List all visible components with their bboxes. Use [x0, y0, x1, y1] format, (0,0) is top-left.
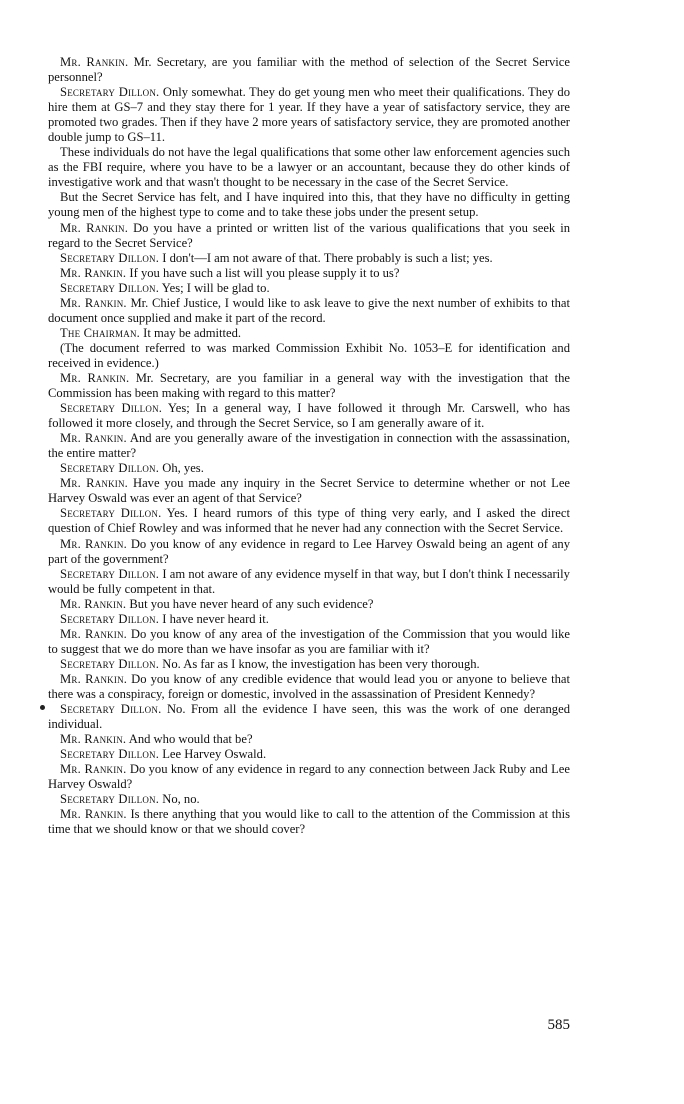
speaker-name: Mr. Rankin. — [60, 732, 127, 747]
speaker-name: Mr. Rankin. — [60, 370, 130, 385]
testimony-paragraph — [48, 732, 570, 747]
speaker-name: Secretary Dillon. — [60, 747, 160, 762]
paragraph-text: Mr. Secretary, are you familiar in a general way with the investigation that the Commission has been making with regard to this matter? — [48, 370, 570, 401]
paragraph-text: Oh, yes. — [162, 461, 204, 476]
paragraph-text: I am not aware of any evidence myself in that way, but I don't think I necessarily would be fully competent in that. — [48, 566, 570, 596]
paragraph-text: I don't—I am not aware of that. There probably is such a list; yes. — [162, 250, 493, 265]
speaker-name: Secretary Dillon. — [60, 85, 160, 100]
testimony-paragraph — [48, 190, 570, 220]
testimony-paragraph — [48, 567, 570, 597]
page-number: 585 — [547, 1017, 570, 1033]
testimony-paragraph — [48, 612, 570, 627]
speaker-name: Mr. Rankin. — [60, 536, 127, 551]
testimony-paragraph — [48, 296, 570, 326]
speaker-name: Mr. Rankin. — [60, 671, 128, 686]
paragraph-text: Mr. Secretary, are you familiar with the method of selection of the Secret Service personnel? — [48, 55, 570, 85]
paragraph-text: Do you know of any credible evidence that would lead you or anyone to believe that there was a conspiracy, foreign or domestic, involved in the assassination of President Kennedy? — [48, 671, 570, 701]
testimony-paragraph — [48, 221, 570, 251]
paragraph-text: (The document referred to was marked Commission Exhibit No. 1053–E for identification and received in evidence.) — [48, 340, 570, 370]
testimony-paragraph — [48, 537, 570, 567]
paragraph-text: Do you have a printed or written list of the various qualifications that you seek in regard to the Secret Service? — [48, 220, 570, 250]
speaker-name: Secretary Dillon. — [60, 461, 160, 476]
speaker-name: Mr. Rankin. — [60, 626, 127, 641]
paragraph-text: Is there anything that you would like to call to the attention of the Commission at this time that we should know or that we should cover? — [48, 807, 570, 837]
speaker-name: Mr. Rankin. — [60, 762, 127, 777]
testimony-paragraph — [48, 807, 570, 837]
paragraph-text: But the Secret Service has felt, and I have inquired into this, that they have no difficulty in getting young men of the highest type to come and to take these jobs under the present setup. — [48, 190, 570, 220]
testimony-paragraph — [48, 461, 570, 476]
paragraph-text: Yes; I will be glad to. — [161, 280, 270, 295]
testimony-paragraph — [48, 506, 570, 536]
testimony-paragraph — [48, 597, 570, 612]
testimony-paragraph — [48, 326, 570, 341]
speaker-name: Mr. Rankin. — [60, 431, 127, 446]
paragraph-text: No. From all the evidence I have seen, this was the work of one deranged individual. — [48, 702, 570, 732]
speaker-name: Mr. Rankin. — [60, 220, 129, 235]
testimony-paragraph — [48, 702, 570, 732]
speaker-name: Secretary Dillon. — [60, 656, 160, 671]
paragraph-text: Yes; In a general way, I have followed it through Mr. Carswell, who has followed it more closely, and through the Secret Service, so I am generally aware of it. — [48, 401, 570, 431]
paragraph-text: Only somewhat. They do get young men who meet their qualifications. They do hire them at GS–7 and they stay there for 1 year. If they have a year of satisfactory service, they are promoted two grades. Then if they have 2 more years of satisfactory service, they are promoted another double jump to GS–11. — [48, 85, 570, 145]
paragraph-text: Do you know of any area of the investigation of the Commission that you would like to suggest that we do more than we have insofar as you are familiar with it? — [48, 626, 570, 656]
testimony-paragraph — [48, 762, 570, 792]
testimony-paragraph — [48, 401, 570, 431]
speaker-name: Secretary Dillon. — [60, 401, 163, 416]
paragraph-text: Do you know of any evidence in regard to Lee Harvey Oswald being an agent of any part of the government? — [48, 536, 571, 566]
speaker-name: Secretary Dillon. — [60, 280, 160, 295]
paragraph-text: But you have never heard of any such evidence? — [129, 596, 374, 611]
paragraph-text: If you have such a list will you please supply it to us? — [129, 265, 400, 280]
paragraph-text: Yes. I heard rumors of this type of thing very early, and I asked the direct question of Chief Rowley and was informed that he never had any connection with the Secret Service. — [48, 506, 570, 536]
paragraph-text: These individuals do not have the legal qualifications that some other law enforcement agencies such as the FBI require, where you have to be a lawyer or an accountant, because they do other kinds of investigative work and that wasn't thought to be necessary in the case of the Secret Service. — [48, 145, 570, 190]
speaker-name: Mr. Rankin. — [60, 596, 127, 611]
speaker-name: Secretary Dillon. — [60, 506, 162, 521]
testimony-paragraph — [48, 341, 570, 371]
testimony-paragraph — [48, 85, 570, 145]
paragraph-text: And who would that be? — [128, 732, 253, 747]
speaker-name: The Chairman. — [60, 325, 140, 340]
speaker-name: Secretary Dillon. — [60, 566, 160, 581]
paragraph-text: I have never heard it. — [162, 611, 269, 626]
speaker-name: Mr. Rankin. — [60, 807, 127, 822]
paragraph-text: No. As far as I know, the investigation has been very thorough. — [162, 656, 480, 671]
transcript-page — [48, 55, 570, 837]
testimony-paragraph — [48, 792, 570, 807]
paragraph-text: It may be admitted. — [143, 325, 242, 340]
testimony-paragraph — [48, 371, 570, 401]
margin-bullet-mark — [40, 705, 45, 710]
speaker-name: Secretary Dillon. — [60, 792, 160, 807]
speaker-name: Mr. Rankin. — [60, 265, 127, 280]
testimony-paragraph — [48, 672, 570, 702]
testimony-paragraph — [48, 266, 570, 281]
speaker-name: Mr. Rankin. — [60, 295, 127, 310]
speaker-name: Mr. Rankin. — [60, 476, 129, 491]
testimony-paragraph — [48, 476, 570, 506]
testimony-paragraph — [48, 747, 570, 762]
testimony-paragraph — [48, 251, 570, 266]
paragraph-text: Do you know of any evidence in regard to any connection between Jack Ruby and Lee Harvey Oswald? — [48, 762, 570, 792]
testimony-paragraph — [48, 145, 570, 190]
testimony-paragraph — [48, 627, 570, 657]
paragraph-text: And are you generally aware of the investigation in connection with the assassination, the entire matter? — [48, 431, 570, 461]
testimony-paragraph — [48, 281, 570, 296]
speaker-name: Secretary Dillon. — [60, 250, 160, 265]
testimony-paragraph — [48, 657, 570, 672]
speaker-name: Secretary Dillon. — [60, 702, 162, 717]
paragraph-text: No, no. — [162, 792, 200, 807]
speaker-name: Mr. Rankin. — [60, 55, 129, 69]
paragraph-text: Mr. Chief Justice, I would like to ask leave to give the next number of exhibits to that document once supplied and make it part of the record. — [48, 295, 570, 325]
testimony-paragraph — [48, 55, 570, 85]
paragraph-text: Have you made any inquiry in the Secret Service to determine whether or not Lee Harvey Oswald was ever an agent of that Service? — [48, 476, 570, 506]
testimony-paragraph — [48, 431, 570, 461]
paragraph-text: Lee Harvey Oswald. — [162, 747, 267, 762]
speaker-name: Secretary Dillon. — [60, 611, 160, 626]
